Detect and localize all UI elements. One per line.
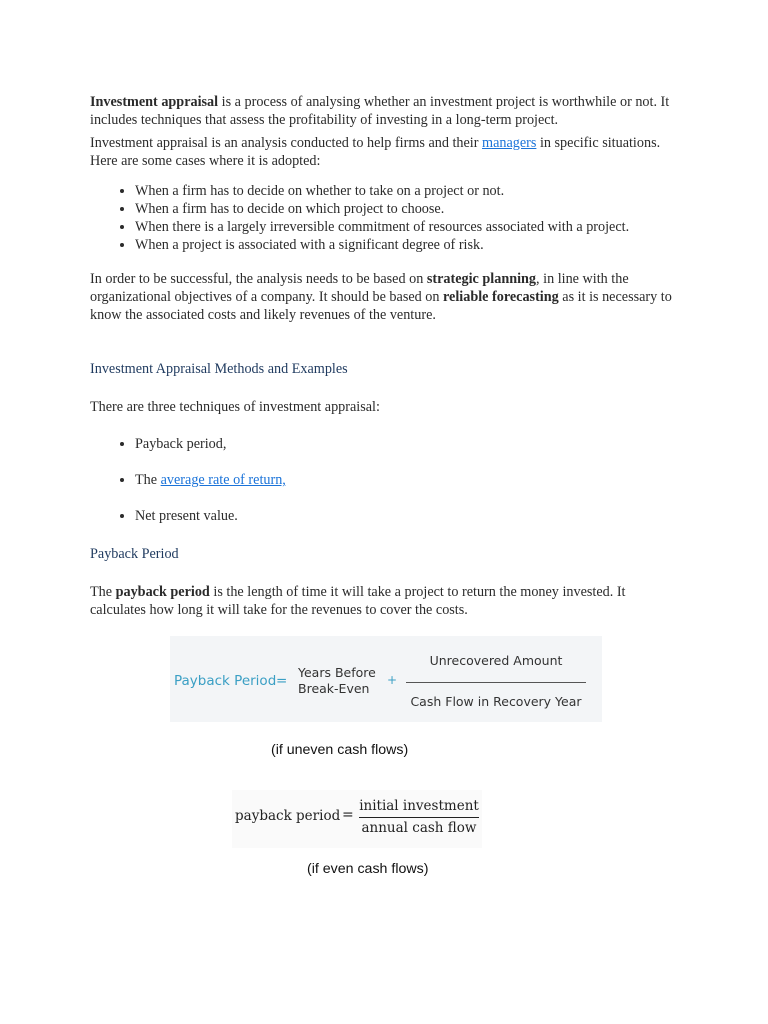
fraction-bar: [359, 817, 479, 818]
formula-numerator: Unrecovered Amount: [429, 653, 563, 668]
technique-arr: [135, 471, 675, 489]
payback-text-before: The: [90, 584, 116, 600]
managers-link[interactable]: managers: [482, 135, 537, 151]
success-text-2: , in line with the organizational objectives of a company. It should be based on: [90, 271, 629, 305]
payback-heading: Payback Period: [90, 546, 179, 562]
usage-text-before: Investment appraisal is an analysis conducted to help firms and their: [90, 135, 483, 151]
techniques-intro: There are three techniques of investment appraisal:: [90, 399, 380, 415]
formula-years-line2: Break-Even: [298, 681, 370, 696]
usage-paragraph: [90, 134, 675, 170]
payback-paragraph: [90, 583, 675, 619]
formula-lhs: Payback Period: [174, 673, 277, 689]
fraction-bar: [406, 682, 586, 683]
formula-even-denominator: annual cash flow: [361, 820, 477, 836]
methods-heading: Investment Appraisal Methods and Examples: [90, 361, 348, 377]
reliable-forecasting-term: reliable forecasting: [443, 289, 559, 305]
strategic-planning-term: strategic planning: [426, 271, 537, 287]
technique-arr-prefix: The: [135, 472, 161, 488]
formula-even-lhs: payback period: [235, 808, 341, 824]
list-item: • When a firm has to decide on which project to choose.: [135, 200, 675, 218]
list-item: • When a firm has to decide on whether to take on a project or not.: [135, 182, 675, 200]
caption-even: (if even cash flows): [307, 861, 429, 877]
intro-term: Investment appraisal: [90, 94, 219, 110]
success-text-1: In order to be successful, the analysis needs to be based on: [90, 271, 427, 287]
techniques-list: [90, 435, 675, 525]
payback-term: payback period: [115, 584, 210, 600]
average-rate-of-return-link[interactable]: average rate of return,: [160, 472, 286, 488]
list-item: • When there is a largely irreversible commitment of resources associated with a project.: [135, 218, 675, 236]
list-item: • When a project is associated with a significant degree of risk.: [135, 236, 675, 254]
formula-even-equals: =: [342, 807, 354, 823]
formula-even-numerator: initial investment: [359, 798, 479, 814]
payback-text-after: is the length of time it will take a project to return the money invested. It calculates how long it will take for the revenues to cover the costs.: [90, 584, 626, 618]
cases-list: [90, 182, 675, 254]
payback-formula-uneven: [170, 636, 602, 722]
caption-uneven: (if uneven cash flows): [271, 742, 409, 758]
formula-years-before-break-even: [298, 665, 376, 697]
formula-denominator: Cash Flow in Recovery Year: [410, 694, 582, 709]
usage-text-after: in specific situations. Here are some cases where it is adopted:: [90, 135, 661, 169]
intro-paragraph: [90, 93, 675, 129]
intro-text: is a process of analysing whether an investment project is worthwhile or not. It includes techniques that assess the profitability of investing in a long-term project.: [90, 94, 670, 128]
technique-payback: • Payback period,: [135, 435, 675, 453]
success-paragraph: [90, 270, 675, 324]
payback-formula-even: [232, 790, 482, 848]
technique-npv: • Net present value.: [135, 507, 675, 525]
formula-equals: =: [276, 673, 288, 689]
formula-plus: +: [387, 673, 398, 687]
formula-years-line1: Years Before: [298, 665, 376, 680]
success-text-3: as it is necessary to know the associated costs and likely revenues of the venture.: [90, 289, 672, 323]
document-body: [90, 93, 675, 619]
